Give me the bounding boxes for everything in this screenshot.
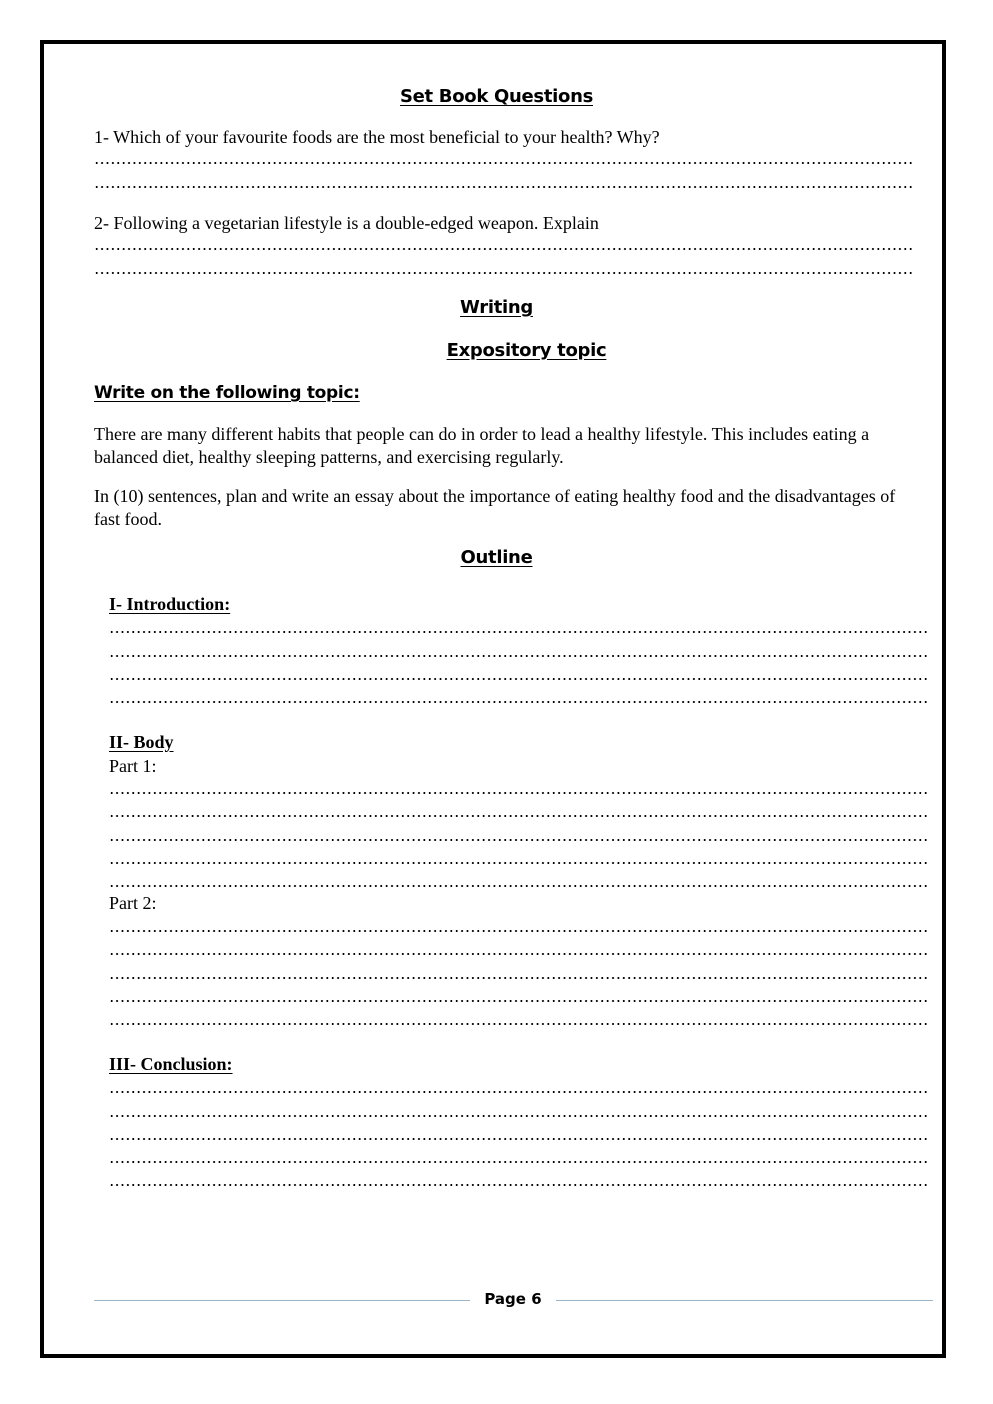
conclusion-line[interactable] [109, 1077, 929, 1099]
part-1-label: Part 1: [109, 756, 157, 776]
introduction-line[interactable] [109, 664, 929, 686]
introduction-line[interactable] [109, 641, 929, 663]
answer-line[interactable] [94, 234, 914, 256]
answer-line[interactable] [94, 258, 914, 280]
part-2-line[interactable] [109, 939, 929, 961]
conclusion-line[interactable] [109, 1124, 929, 1146]
conclusion-line[interactable] [109, 1101, 929, 1123]
part-1-line[interactable] [109, 778, 929, 800]
writing-heading: Writing [460, 297, 533, 318]
set-book-heading: Set Book Questions [399, 86, 594, 107]
part-1-line[interactable] [109, 801, 929, 823]
introduction-line[interactable] [109, 617, 929, 639]
part-1-line[interactable] [109, 871, 929, 893]
question-2: 2- Following a vegetarian lifestyle is a double-edged weapon. Explain [94, 213, 599, 233]
introduction-line[interactable] [109, 687, 929, 709]
part-1-line[interactable] [109, 825, 929, 847]
part-1-line[interactable] [109, 848, 929, 870]
answer-line[interactable] [94, 148, 914, 170]
footer-rule-right [556, 1300, 933, 1301]
answer-line[interactable] [94, 172, 914, 194]
part-2-line[interactable] [109, 1009, 929, 1031]
outline-heading: Outline [460, 547, 533, 568]
instruction-heading: Write on the following topic: [94, 383, 360, 403]
expository-topic-heading: Expository topic [446, 340, 607, 361]
task-paragraph: In (10) sentences, plan and write an essay about the importance of eating healthy food and the disadvantages of fast food. [94, 486, 896, 529]
topic-paragraph: There are many different habits that people can do in order to lead a healthy lifestyle. This includes eating a balanced diet, healthy sleeping patterns, and exercising regularly. [94, 424, 870, 467]
introduction-label: I- Introduction: [109, 594, 231, 614]
part-2-line[interactable] [109, 986, 929, 1008]
footer-rule-left [94, 1300, 470, 1301]
body-label: II- Body [109, 732, 174, 752]
page-number: Page 6 [484, 1290, 542, 1308]
part-2-line[interactable] [109, 963, 929, 985]
conclusion-label: III- Conclusion: [109, 1054, 233, 1074]
conclusion-line[interactable] [109, 1170, 929, 1192]
part-2-line[interactable] [109, 916, 929, 938]
conclusion-line[interactable] [109, 1147, 929, 1169]
part-2-label: Part 2: [109, 893, 157, 913]
question-1: 1- Which of your favourite foods are the most beneficial to your health? Why? [94, 127, 660, 147]
